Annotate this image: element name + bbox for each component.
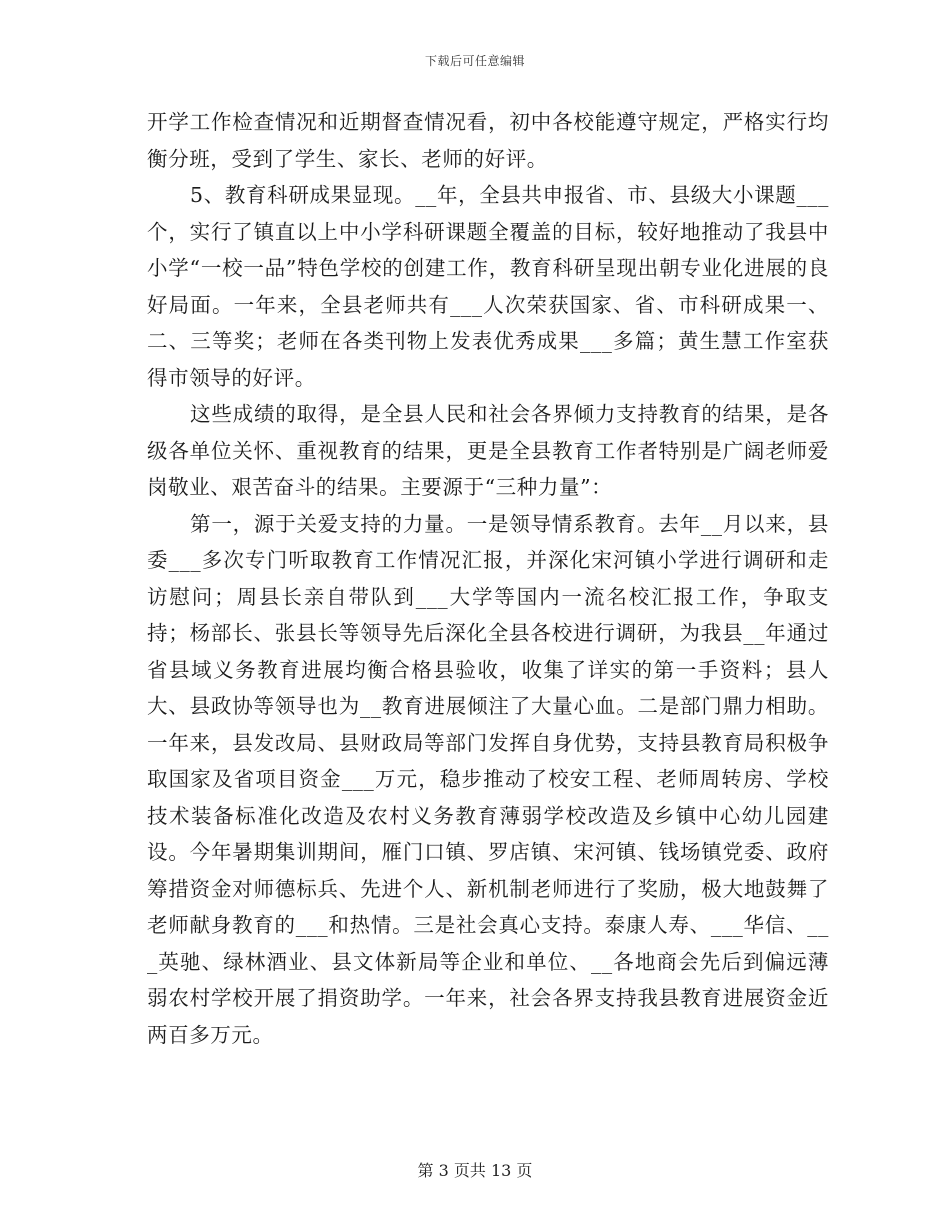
paragraph-4: 第一，源于关爱支持的力量。一是领导情系教育。去年__月以来，县委___多次专门听取教育工作情况汇报，并深化宋河镇小学进行调研和走访慰问；周县长亲自带队到___大学等国内一流名校汇报工作，争取支持；杨部长、张县长等领导先后深化全县各校进行调研，为我县__年通过省县域义务教育进展均衡合格县验收，收集了详实的第一手资料；县人大、县政协等领导也为__教育进展倾注了大量心血。二是部门鼎力相助。一年来，县发改局、县财政局等部门发挥自身优势，支持县教育局积极争取国家及省项目资金___万元，稳步推动了校安工程、老师周转房、学校技术装备标准化改造及农村义务教育薄弱学校改造及乡镇中心幼儿园建设。今年暑期集训期间，雁门口镇、罗店镇、宋河镇、钱场镇党委、政府筹措资金对师德标兵、先进个人、新机制老师进行了奖励，极大地鼓舞了老师献身教育的___和热情。三是社会真心支持。泰康人寿、___华信、___英驰、绿林酒业、县文体新局等企业和单位、__各地商会先后到偏远薄弱农村学校开展了捐资助学。一年来，社会各界支持我县教育进展资金近两百多万元。 [147, 511, 829, 1047]
paragraph-2: 5、教育科研成果显现。__年，全县共申报省、市、县级大小课题___个，实行了镇直以上中小学科研课题全覆盖的目标，较好地推动了我县中小学“一校一品”特色学校的创建工作，教育科研呈现出朝专业化进展的良好局面。一年来，全县老师共有___人次荣获国家、省、市科研成果一、二、三等奖；老师在各类刊物上发表优秀成果___多篇；黄生慧工作室获得市领导的好评。 [147, 183, 829, 390]
page-header-note: 下载后可任意编辑 [424, 54, 525, 68]
document-body [147, 104, 829, 1053]
page-number: 第 3 页共 13 页 [417, 1161, 533, 1180]
paragraph-1: 开学工作检查情况和近期督查情况看，初中各校能遵守规定，严格实行均衡分班，受到了学生、家长、老师的好评。 [147, 110, 829, 171]
paragraph-3: 这些成绩的取得，是全县人民和社会各界倾力支持教育的结果，是各级各单位关怀、重视教育的结果，更是全县教育工作者特别是广阔老师爱岗敬业、艰苦奋斗的结果。主要源于“三种力量”： [147, 402, 829, 499]
